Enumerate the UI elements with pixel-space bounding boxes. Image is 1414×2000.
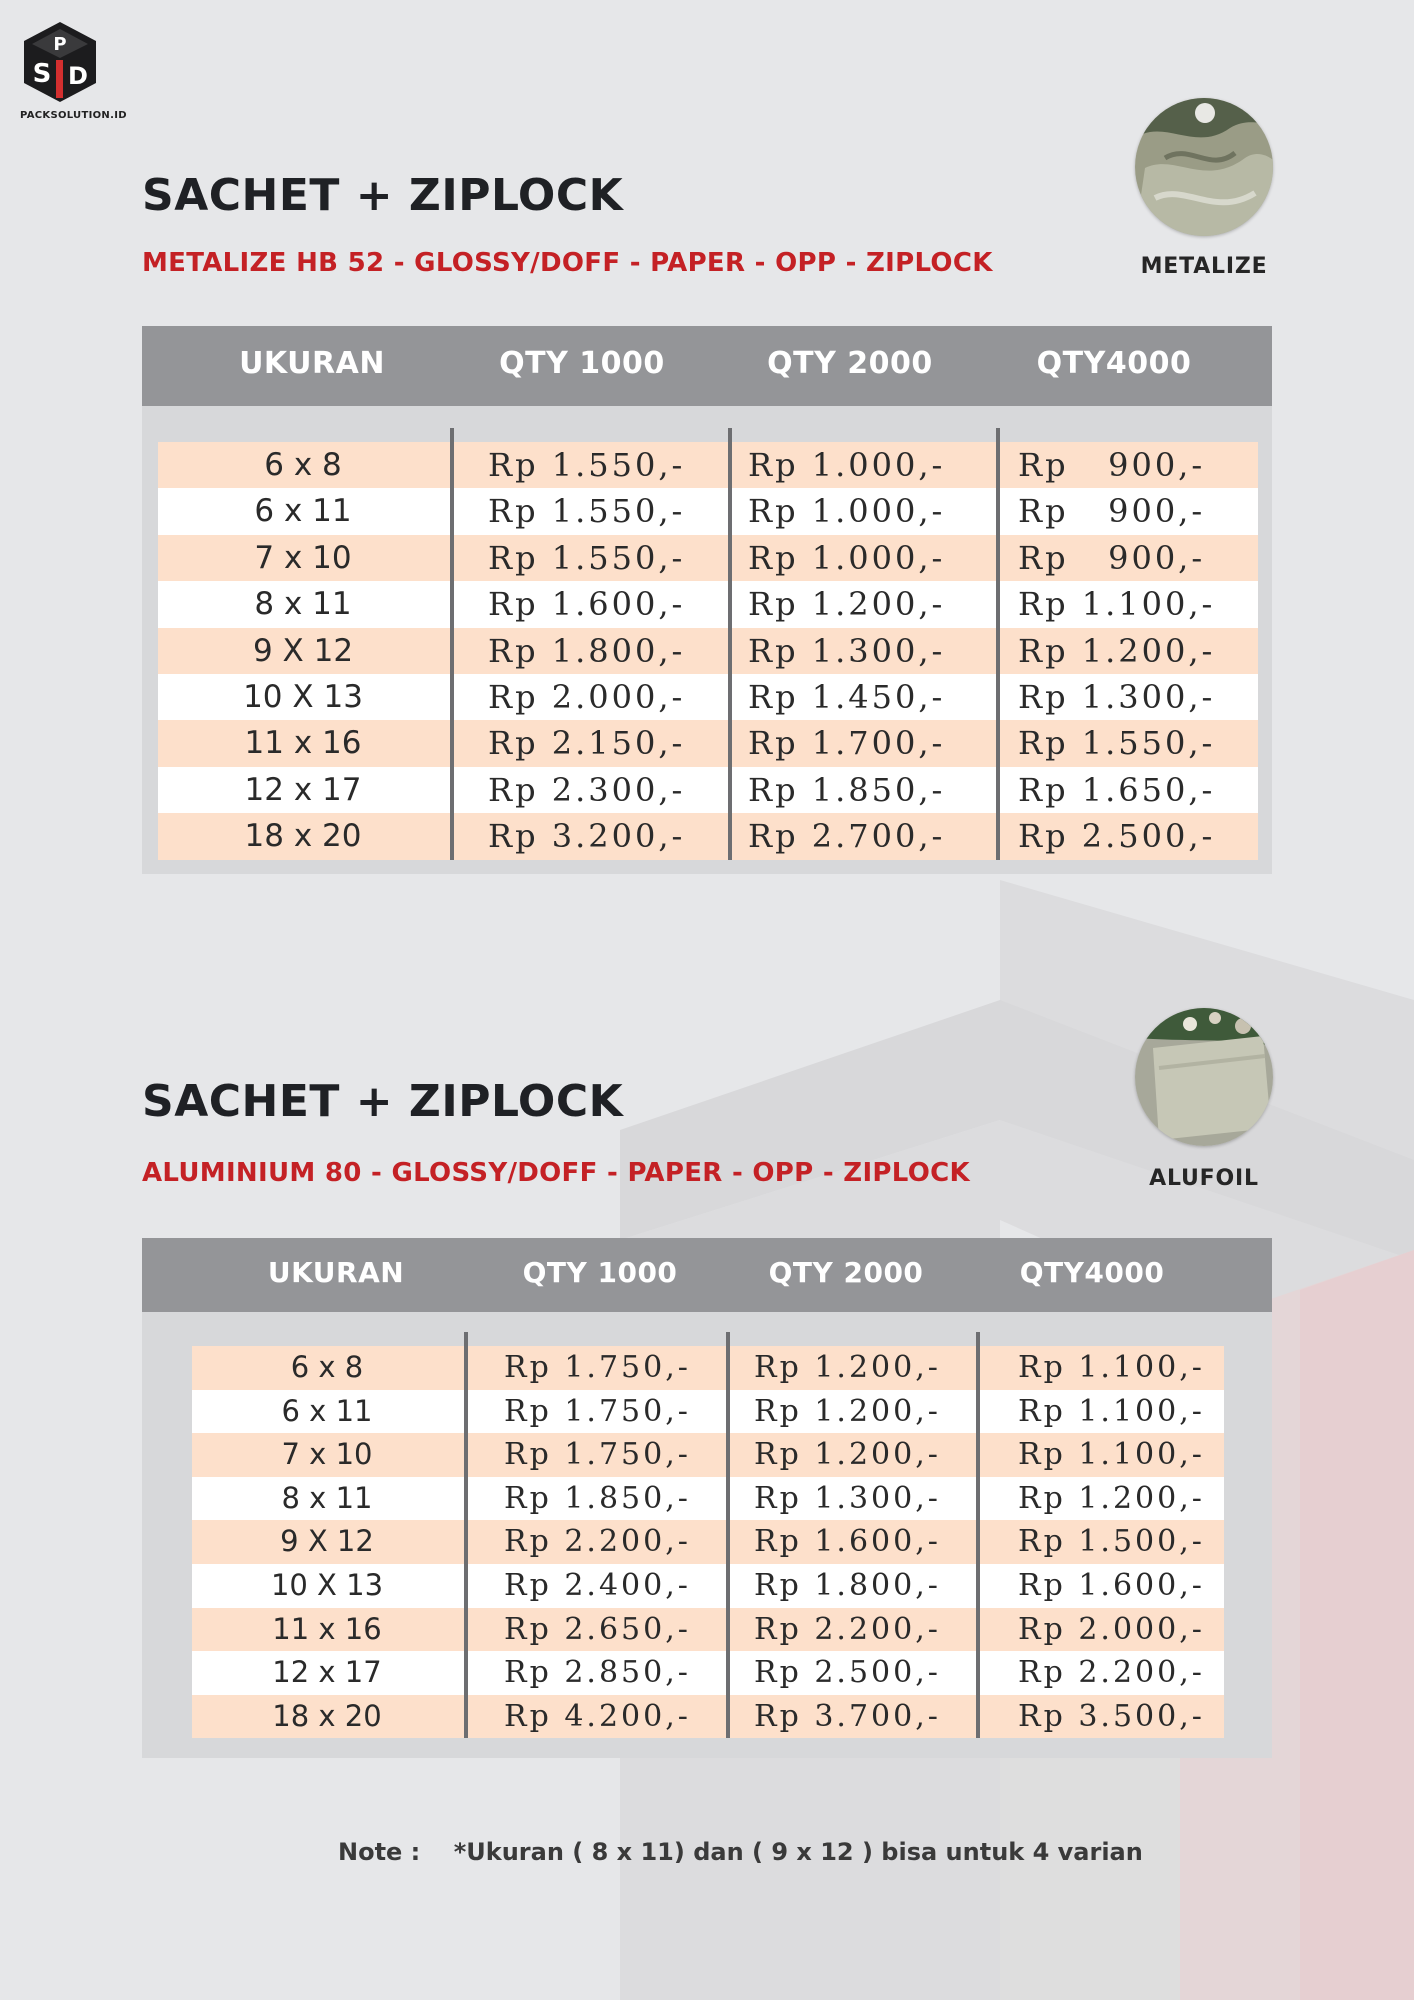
price-qty1000-cell: Rp 2.300,- (488, 770, 686, 809)
table-row (158, 488, 1258, 534)
note-label: Note : (338, 1838, 421, 1866)
svg-text:S: S (32, 59, 52, 89)
table-row (158, 535, 1258, 581)
column-header-qty4000: QTY4000 (1036, 346, 1192, 381)
table-row (192, 1651, 1224, 1695)
table-row (158, 720, 1258, 766)
size-cell: 6 x 8 (290, 1350, 364, 1384)
section-title: SACHET + ZIPLOCK (142, 170, 624, 221)
price-qty1000-cell: Rp 1.550,- (488, 446, 686, 484)
table-body (192, 1346, 1224, 1738)
price-qty2000-cell: Rp 1.000,- (748, 446, 946, 484)
price-qty2000-cell: Rp 2.700,- (748, 817, 946, 856)
size-cell: 7 x 10 (254, 539, 352, 576)
size-cell: 11 x 16 (244, 725, 362, 762)
price-qty4000-cell: Rp 2.500,- (1018, 817, 1216, 856)
column-header-qty1000: QTY 1000 (522, 1256, 678, 1289)
price-qty1000-cell: Rp 1.600,- (488, 585, 686, 624)
svg-text:D: D (68, 62, 88, 90)
price-qty4000-cell: Rp 1.300,- (1018, 678, 1216, 716)
table-row (192, 1477, 1224, 1521)
note-text: *Ukuran ( 8 x 11) dan ( 9 x 12 ) bisa untuk 4 varian (453, 1838, 1143, 1866)
cube-logo-icon (20, 20, 100, 108)
price-qty4000-cell: Rp 1.100,- (1018, 1437, 1205, 1473)
price-qty2000-cell: Rp 1.300,- (754, 1480, 941, 1516)
price-qty4000-cell: Rp 1.600,- (1018, 1568, 1205, 1603)
price-qty1000-cell: Rp 1.750,- (504, 1350, 691, 1385)
price-qty2000-cell: Rp 1.600,- (754, 1524, 941, 1560)
column-header-qty2000: QTY 2000 (767, 346, 933, 381)
price-qty2000-cell: Rp 3.700,- (754, 1698, 941, 1734)
price-qty4000-cell: Rp 1.500,- (1018, 1524, 1205, 1560)
price-qty1000-cell: Rp 1.750,- (504, 1437, 691, 1473)
section-subtitle: METALIZE HB 52 - GLOSSY/DOFF - PAPER - OPP - ZIPLOCK (142, 248, 993, 278)
price-qty1000-cell: Rp 2.000,- (488, 678, 686, 716)
logo-text: PACKSOLUTION.ID (20, 110, 127, 121)
table-row (192, 1433, 1224, 1477)
price-qty1000-cell: Rp 2.200,- (504, 1524, 691, 1560)
table-row (192, 1695, 1224, 1739)
price-qty1000-cell: Rp 2.850,- (504, 1655, 691, 1691)
size-cell: 10 X 13 (270, 1568, 384, 1602)
table-body (158, 442, 1258, 860)
price-qty4000-cell: Rp 1.100,- (1018, 585, 1216, 624)
price-qty4000-cell: Rp 1.200,- (1018, 1480, 1205, 1516)
price-qty4000-cell: Rp 1.100,- (1018, 1393, 1205, 1429)
price-qty1000-cell: Rp 1.800,- (488, 631, 686, 670)
price-qty1000-cell: Rp 3.200,- (488, 817, 686, 856)
table-row (158, 813, 1258, 859)
table-header (142, 1238, 1272, 1312)
material-photo-alufoil (1135, 1008, 1273, 1146)
material-label: METALIZE (1140, 254, 1268, 279)
column-header-qty1000: QTY 1000 (499, 346, 665, 381)
column-divider (976, 1332, 980, 1738)
price-qty1000-cell: Rp 1.550,- (488, 492, 686, 531)
table-row (158, 581, 1258, 627)
price-qty2000-cell: Rp 1.000,- (748, 492, 946, 531)
table-row (192, 1520, 1224, 1564)
price-qty1000-cell: Rp 1.550,- (488, 538, 686, 577)
price-qty4000-cell: Rp 2.000,- (1018, 1611, 1205, 1647)
price-qty4000-cell: Rp 900,- (1018, 538, 1206, 577)
price-qty2000-cell: Rp 1.800,- (754, 1568, 941, 1603)
table-row (192, 1608, 1224, 1652)
price-qty1000-cell: Rp 1.750,- (504, 1393, 691, 1429)
table-header (142, 326, 1272, 406)
price-qty2000-cell: Rp 1.700,- (748, 724, 946, 763)
price-qty1000-cell: Rp 1.850,- (504, 1480, 691, 1516)
price-qty4000-cell: Rp 900,- (1018, 492, 1206, 531)
price-qty2000-cell: Rp 2.200,- (754, 1611, 941, 1647)
size-cell: 6 x 11 (254, 493, 352, 530)
price-qty2000-cell: Rp 1.000,- (748, 538, 946, 577)
column-divider (450, 428, 454, 860)
size-cell: 9 X 12 (280, 1524, 374, 1559)
price-qty4000-cell: Rp 1.100,- (1018, 1350, 1205, 1385)
column-header-size: UKURAN (239, 346, 385, 381)
table-row (192, 1564, 1224, 1608)
price-qty4000-cell: Rp 2.200,- (1018, 1655, 1205, 1691)
price-qty4000-cell: Rp 3.500,- (1018, 1698, 1205, 1734)
column-header-qty2000: QTY 2000 (768, 1256, 924, 1289)
price-qty2000-cell: Rp 2.500,- (754, 1655, 941, 1691)
material-photo-metalize (1135, 98, 1273, 236)
column-divider (996, 428, 1000, 860)
price-qty4000-cell: Rp 1.650,- (1018, 770, 1216, 809)
size-cell: 10 X 13 (243, 679, 363, 715)
price-qty2000-cell: Rp 1.200,- (754, 1393, 941, 1429)
size-cell: 7 x 10 (281, 1437, 373, 1472)
size-cell: 18 x 20 (272, 1698, 382, 1733)
price-qty2000-cell: Rp 1.200,- (754, 1350, 941, 1385)
svg-text:P: P (53, 34, 67, 55)
brand-logo (20, 20, 127, 121)
size-cell: 6 x 11 (281, 1393, 373, 1428)
size-cell: 9 X 12 (252, 632, 354, 669)
column-header-qty4000: QTY4000 (1019, 1256, 1165, 1289)
material-label: ALUFOIL (1149, 1166, 1259, 1191)
section-subtitle: ALUMINIUM 80 - GLOSSY/DOFF - PAPER - OPP - ZIPLOCK (142, 1158, 970, 1188)
table-row (192, 1346, 1224, 1390)
size-cell: 12 x 17 (244, 771, 362, 808)
table-row (158, 442, 1258, 488)
table-row (192, 1390, 1224, 1434)
column-divider (464, 1332, 468, 1738)
size-cell: 12 x 17 (272, 1655, 382, 1690)
price-table (142, 1238, 1272, 1758)
price-qty1000-cell: Rp 4.200,- (504, 1698, 691, 1734)
size-cell: 18 x 20 (244, 818, 362, 855)
size-cell: 8 x 11 (281, 1480, 373, 1515)
footnote (338, 1838, 1143, 1866)
price-qty1000-cell: Rp 2.650,- (504, 1611, 691, 1647)
price-qty2000-cell: Rp 1.300,- (748, 631, 946, 670)
table-row (158, 767, 1258, 813)
size-cell: 8 x 11 (254, 586, 352, 623)
size-cell: 6 x 8 (264, 447, 342, 483)
column-header-size: UKURAN (267, 1256, 405, 1289)
price-qty1000-cell: Rp 2.150,- (488, 724, 686, 763)
price-qty4000-cell: Rp 1.200,- (1018, 631, 1216, 670)
size-cell: 11 x 16 (272, 1611, 382, 1646)
price-qty4000-cell: Rp 1.550,- (1018, 724, 1216, 763)
column-divider (728, 428, 732, 860)
price-qty2000-cell: Rp 1.200,- (754, 1437, 941, 1473)
price-table (142, 326, 1272, 874)
section-title: SACHET + ZIPLOCK (142, 1076, 624, 1127)
price-qty4000-cell: Rp 900,- (1018, 446, 1206, 484)
price-qty2000-cell: Rp 1.850,- (748, 770, 946, 809)
price-qty2000-cell: Rp 1.200,- (748, 585, 946, 624)
column-divider (726, 1332, 730, 1738)
price-qty1000-cell: Rp 2.400,- (504, 1568, 691, 1603)
price-qty2000-cell: Rp 1.450,- (748, 678, 946, 716)
table-row (158, 628, 1258, 674)
table-row (158, 674, 1258, 720)
